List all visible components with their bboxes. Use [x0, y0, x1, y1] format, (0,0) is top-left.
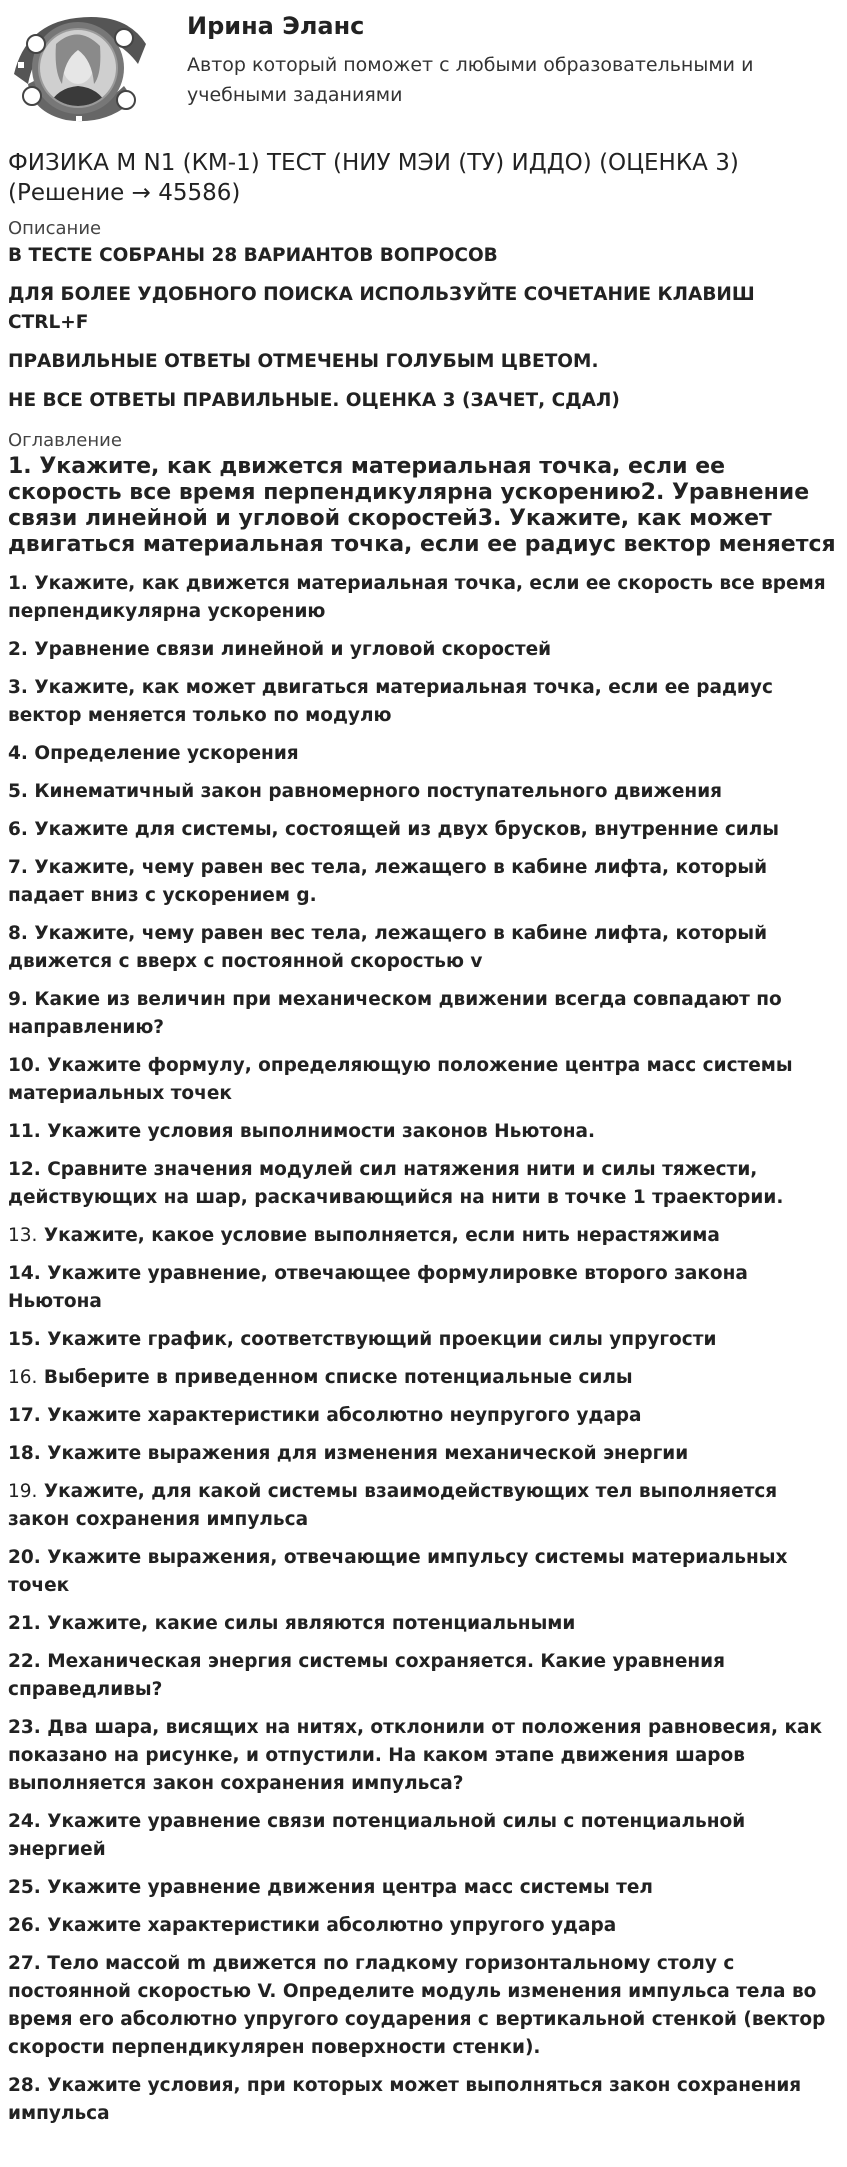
- list-item-number: 18.: [8, 1443, 41, 1464]
- list-item-text: Два шара, висящих на нитях, отклонили от положения равновесия, как показано на рисунке, и отпустили. На каком этапе движения шаров выполняется закон сохранения импульса?: [8, 1717, 823, 1794]
- list-item-text: Укажите, чему равен вес тела, лежащего в кабине лифта, который движется с вверх с постоянной скоростью v: [8, 923, 768, 972]
- list-item-text: Укажите для системы, состоящей из двух брусков, внутренние силы: [27, 819, 780, 840]
- list-item-text: Определение ускорения: [27, 743, 299, 764]
- list-item-number: 16.: [8, 1367, 38, 1388]
- author-card: [0, 0, 847, 140]
- list-item-text: Укажите характеристики абсолютно неупругого удара: [40, 1405, 642, 1426]
- list-item-number: 2.: [8, 639, 28, 660]
- list-item-number: 8.: [8, 923, 28, 944]
- list-item-number: 13.: [8, 1225, 38, 1246]
- list-item-number: 21.: [8, 1613, 41, 1634]
- list-item: [8, 778, 843, 806]
- list-item-text: Укажите, какое условие выполняется, если нить нерастяжима: [37, 1225, 720, 1246]
- list-item-text: Укажите, как может двигаться материальная точка, если ее радиус вектор меняется только по модулю: [8, 677, 773, 726]
- list-item: [8, 1808, 843, 1864]
- question-list: [8, 570, 843, 2138]
- list-item: [8, 1052, 843, 1108]
- list-item-text: Укажите формулу, определяющую положение центра масс системы материальных точек: [8, 1055, 793, 1104]
- list-item: [8, 2072, 843, 2128]
- author-name[interactable]: Ирина Эланс: [187, 12, 365, 40]
- list-item-text: Выберите в приведенном списке потенциальные силы: [37, 1367, 633, 1388]
- list-item-text: Укажите, как движется материальная точка, если ее скорость все время перпендикулярна ускорению: [8, 573, 826, 622]
- author-description: Автор который поможет с любыми образовательными и учебными заданиями: [187, 54, 754, 106]
- list-item: [8, 1912, 843, 1940]
- list-item-text: Укажите характеристики абсолютно упругого удара: [40, 1915, 617, 1936]
- list-item-number: 26.: [8, 1915, 41, 1936]
- list-item-text: Укажите уравнение связи потенциальной силы с потенциальной энергией: [8, 1811, 746, 1860]
- list-item: [8, 674, 843, 730]
- list-item-text: Кинематичный закон равномерного поступательного движения: [27, 781, 723, 802]
- list-item-number: 3.: [8, 677, 28, 698]
- list-item-text: Укажите, какие силы являются потенциальными: [40, 1613, 576, 1634]
- description-line: НЕ ВСЕ ОТВЕТЫ ПРАВИЛЬНЫЕ. ОЦЕНКА 3 (ЗАЧЕТ, СДАЛ): [8, 390, 620, 411]
- list-item-text: Укажите уравнение движения центра масс системы тел: [40, 1877, 653, 1898]
- description-line: ДЛЯ БОЛЕЕ УДОБНОГО ПОИСКА ИСПОЛЬЗУЙТЕ СОЧЕТАНИЕ КЛАВИШ CTRL+F: [8, 284, 755, 333]
- list-item-text: Укажите график, соответствующий проекции силы упругости: [40, 1329, 717, 1350]
- list-item-text: Укажите выражения для изменения механической энергии: [40, 1443, 689, 1464]
- list-item: [8, 1714, 843, 1798]
- list-item-number: 20.: [8, 1547, 41, 1568]
- list-item-text: Уравнение связи линейной и угловой скоростей: [27, 639, 552, 660]
- list-item-number: 9.: [8, 989, 28, 1010]
- list-item-number: 7.: [8, 857, 28, 878]
- list-item: [8, 816, 843, 844]
- list-item-text: Укажите, для какой системы взаимодействующих тел выполняется закон сохранения импульса: [8, 1481, 778, 1530]
- list-item-number: 17.: [8, 1405, 41, 1426]
- list-item-number: 4.: [8, 743, 28, 764]
- list-item: [8, 740, 843, 768]
- list-item-text: Сравните значения модулей сил натяжения нити и силы тяжести, действующих на шар, раскачивающийся на нити в точке 1 траектории.: [8, 1159, 784, 1208]
- list-item-text: Укажите выражения, отвечающие импульсу системы материальных точек: [8, 1547, 788, 1596]
- avatar[interactable]: [6, 4, 150, 126]
- list-item-text: Укажите условия выполнимости законов Ньютона.: [40, 1121, 596, 1142]
- page-title: ФИЗИКА М N1 (КМ-1) ТЕСТ (НИУ МЭИ (ТУ) ИДДО) (ОЦЕНКА 3) (Решение → 45586): [8, 150, 739, 206]
- list-item-number: 15.: [8, 1329, 41, 1350]
- list-item-number: 11.: [8, 1121, 41, 1142]
- list-item: [8, 1610, 843, 1638]
- list-item-text: Укажите уравнение, отвечающее формулировке второго закона Ньютона: [8, 1263, 748, 1312]
- list-item-text: Механическая энергия системы сохраняется. Какие уравнения справедливы?: [8, 1651, 725, 1700]
- list-item-number: 22.: [8, 1651, 41, 1672]
- list-item-number: 27.: [8, 1953, 41, 1974]
- list-item: [8, 570, 843, 626]
- list-item: [8, 854, 843, 910]
- list-item-number: 23.: [8, 1717, 41, 1738]
- list-item: [8, 1402, 843, 1430]
- list-item-number: 14.: [8, 1263, 41, 1284]
- list-item: [8, 1222, 843, 1250]
- list-item-text: Какие из величин при механическом движении всегда совпадают по направлению?: [8, 989, 782, 1038]
- description-label: Описание: [8, 218, 102, 239]
- film-reel-avatar-icon: [6, 4, 150, 126]
- list-item: [8, 1326, 843, 1354]
- list-item-text: Тело массой m движется по гладкому горизонтальному столу с постоянной скоростью V. Определите модуль изменения импульса тела во время его абсолютно упругого соударения с вертикальной стенкой (вектор скорости перпендикулярен поверхности стенки).: [8, 1953, 826, 2058]
- list-item: [8, 1260, 843, 1316]
- list-item-number: 24.: [8, 1811, 41, 1832]
- list-item: [8, 986, 843, 1042]
- list-item: [8, 1950, 843, 2062]
- list-item: [8, 1118, 843, 1146]
- list-item-number: 12.: [8, 1159, 41, 1180]
- list-item: [8, 1874, 843, 1902]
- toc-label: Оглавление: [8, 430, 122, 451]
- list-item-text: Укажите условия, при которых может выполняться закон сохранения импульса: [8, 2075, 802, 2124]
- list-item: [8, 1364, 843, 1392]
- description-line: В ТЕСТЕ СОБРАНЫ 28 ВАРИАНТОВ ВОПРОСОВ: [8, 245, 498, 266]
- list-item: [8, 1648, 843, 1704]
- list-item-number: 25.: [8, 1877, 41, 1898]
- list-item-number: 5.: [8, 781, 28, 802]
- description-line: ПРАВИЛЬНЫЕ ОТВЕТЫ ОТМЕЧЕНЫ ГОЛУБЫМ ЦВЕТОМ.: [8, 351, 599, 372]
- list-item-number: 1.: [8, 573, 28, 594]
- list-item-number: 10.: [8, 1055, 41, 1076]
- list-item-number: 28.: [8, 2075, 41, 2096]
- list-item: [8, 920, 843, 976]
- list-item: [8, 1478, 843, 1534]
- list-item: [8, 1156, 843, 1212]
- list-item-number: 6.: [8, 819, 28, 840]
- list-item: [8, 636, 843, 664]
- list-item: [8, 1440, 843, 1468]
- list-item: [8, 1544, 843, 1600]
- list-item-text: Укажите, чему равен вес тела, лежащего в кабине лифта, который падает вниз с ускорением g.: [8, 857, 768, 906]
- list-item-number: 19.: [8, 1481, 38, 1502]
- toc-heading: 1. Укажите, как движется материальная точка, если ее скорость все время перпендикулярна ускорению2. Уравнение связи линейной и угловой скоростей3. Укажите, как может двигаться материальная точка, если ее радиус вектор меняется: [8, 454, 836, 557]
- description-block: [8, 242, 838, 426]
